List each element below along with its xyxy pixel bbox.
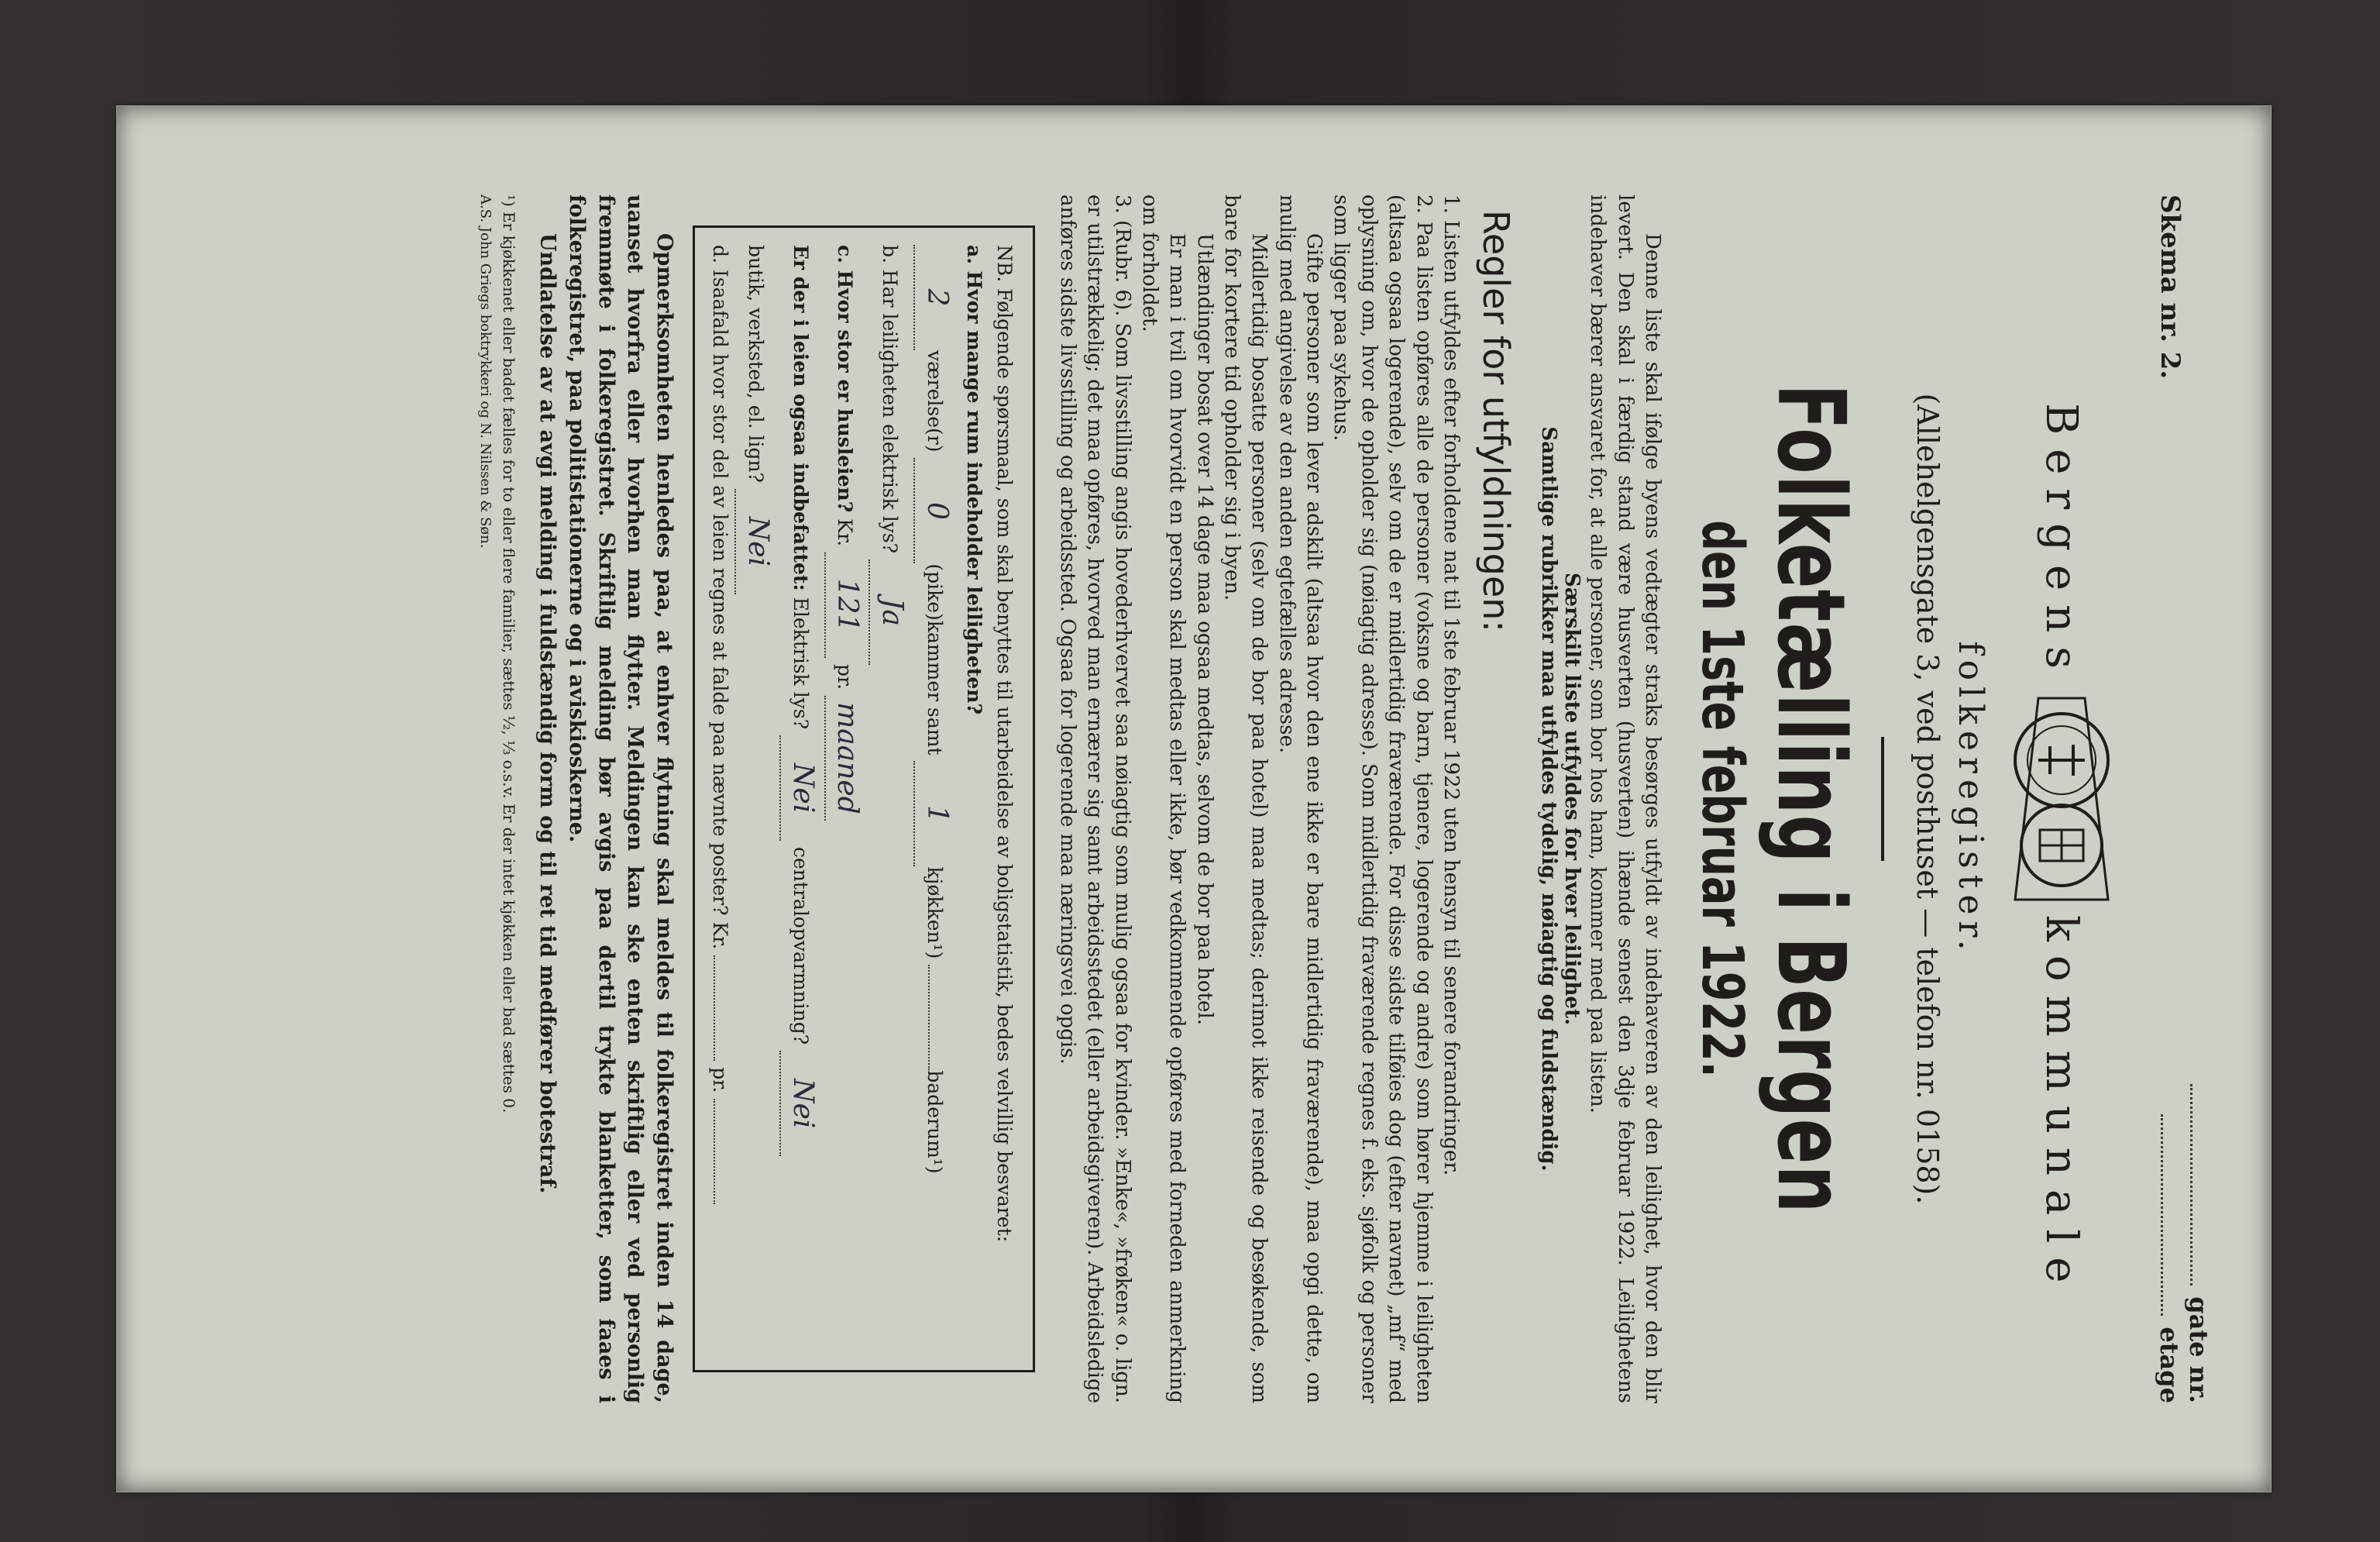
municipality-right: kommunale [2036, 915, 2087, 1297]
included-electric-field[interactable]: Nei [779, 735, 824, 841]
moving-notice [532, 194, 679, 1403]
address-fields [2155, 1084, 2213, 1403]
question-c-shop-row [734, 245, 779, 1353]
rooms-field[interactable]: 2 [913, 245, 958, 350]
penalty-notice-text: Undlatelse av at avgi melding i fuldstændig form og til ret tid medfører botestraf. [535, 233, 560, 1194]
form-title: Folketælling i Bergen [1756, 384, 1864, 1214]
bergen-crest-icon [1984, 683, 2139, 915]
question-d-label: d. Isaafald hvor stor del av leien regnes at falde paa nævnte poster? [709, 245, 732, 916]
folkeregister-label: folkeregister. [1951, 641, 1990, 957]
municipality-left: Bergens [2036, 403, 2087, 683]
rules-heading: Regler for utfyldningen: [1474, 210, 1517, 632]
rent-kr-label: Kr. [834, 518, 857, 547]
included-label: Er der i leien ogsaa indbefattet: [789, 245, 812, 591]
rule-item: 3. (Rubr. 6). Som livsstilling angis hovederhvervet saa nøiagtig som mulig ogsaa for kvinder. »Enke«, »frøken« o. lign. er utilstrækkelig; det maa opføres, hvorved man ernærer sig samt arbeidsstedet (eller arbeidsgiveren). Arbeidsledige anføres sidste livsstilling og arbeidssted. Ogsaa for logerende maa næringsvei opgis. [1055, 194, 1134, 1403]
question-a-label: a. Hvor mange rum indeholder leiligheten? [962, 245, 985, 715]
all-fields-note: Samtlige rubrikker maa utfyldes tydelig, nøiagtig og fuldstændig. [1536, 426, 1560, 1172]
form-header [1984, 194, 2139, 1403]
kitchen-field[interactable]: 1 [913, 761, 958, 866]
printer-credit: A.S. John Griegs boktrykkeri og N. Nilssen & Søn. [477, 194, 494, 549]
nb-intro: NB. Følgende spørsmaal, som skal benyttes til utarbeidelse av boligstatistik, bedes velvillig besvaret: [992, 245, 1016, 1243]
rule-item: Utlændinger bosat over 14 dage maa ogsaa medtas, selvom de bor paa hotel. [1192, 233, 1216, 1025]
street-label: gate nr. [2184, 1296, 2213, 1403]
share-period-field[interactable] [714, 1099, 715, 1204]
rules-list [1054, 194, 1464, 1403]
included-electric-label: Elektrisk lys? [789, 597, 812, 730]
kitchen-label: kjøkken¹) [923, 866, 947, 959]
rule-item: 1. Listen utfyldes efter forholdene nat til 1ste februar 1922 uten hensyn til senere forandringer. [1439, 194, 1463, 1176]
moving-notice-text: Opmerksomheten henledes paa, at enhver flytning skal meldes til folkeregistret inden 14 dage, uanset hvorfra eller hvorhen man flytter. Meldingen kan ske enten skriftlig eller ved personlig fremmøte i folkeregistret. Skriftlig melding bør avgis paa dertil trykte blanketter, som faaes i folkeregistret, paa politistationerne og i aviskioskerne. [564, 194, 677, 1403]
share-per-label: pr. [709, 1067, 732, 1093]
rent-period-field[interactable]: maaned [824, 696, 869, 821]
share-amount-field[interactable] [714, 955, 715, 1061]
question-b-label: b. Har leiligheten elektrisk lys? [879, 245, 902, 554]
rule-item: Gifte personer som lever adskilt (altsaa hvor den ene ikke er bare midlertidig fraværende), maa opgi dette, om mulig med angivelse av den anden egtefælles adresse. [1274, 194, 1326, 1403]
maid-room-field[interactable]: 0 [913, 458, 958, 563]
separate-list-note: Særskilt liste utfyldes for hver leilighet. [1560, 572, 1584, 1026]
maid-room-label: (pike)kammer samt [923, 563, 947, 756]
rooms-label: værelse(r) [923, 350, 947, 453]
header-rule [1881, 737, 1884, 861]
housing-questions-box [693, 225, 1034, 1372]
question-c-included-row [779, 245, 824, 1353]
electric-light-field[interactable]: Ja [868, 559, 913, 665]
question-d-row [704, 245, 734, 1353]
rule-item: Midlertidig bosatte personer (selv om de bor paa hotel) maa medtas; derimot ikke reisende og besøkende, som bare for kortere tid opholder sig i byen. [1220, 194, 1271, 1403]
shop-label: butik, verksted, el. lign? [744, 245, 767, 483]
form-top-row [2155, 194, 2213, 1403]
rule-item: Er man i tvil om hvorvidt en person skal medtas eller ikke, bør vedkommende opføres med forneden anmerkning om forholdet. [1137, 194, 1189, 1403]
floor-dotted-line [2161, 1114, 2163, 1316]
office-address: (Allehelgensgate 3, ved posthuset — telefon nr. 0158). [1911, 393, 1945, 1205]
census-form-paper [116, 105, 2272, 1492]
bathroom-label: baderum¹) [923, 1070, 947, 1174]
share-kr-label: Kr. [709, 921, 732, 950]
rent-per-label: pr. [834, 664, 857, 690]
central-heating-label: centralopvarmning? [789, 847, 812, 1045]
question-a-row [913, 245, 958, 1353]
question-c-label: c. Hvor stor er husleien? [834, 245, 857, 513]
footnote: ¹) Er kjøkkenet eller badet fælles for to eller flere familier, sættes ½, ⅓ o.s.v. Er der intet kjøkken eller bad sættes 0. [500, 194, 519, 1113]
floor-label: etage [2155, 1327, 2184, 1403]
intro-text: Denne liste skal ifølge byens vedtægter straks besørges utfyldt av indehaveren av den leilighet, hvor den blir levert. Den skal i færdig stand være husverten (husverten) ihænde senest den 3dje februar 1922. Leilighetens indehaver bærer ansvaret for, at alle personer, som bor hos ham, kommer med paa listen. [1586, 194, 1664, 1403]
form-content-rotated [132, 125, 2255, 1473]
question-c-row [824, 245, 869, 1353]
rule-item: 2. Paa listen opføres alle de personer (voksne og barn, tjenere, logerende og andre) som hører hjemme i leiligheten (altsaa ogsaa logerende), selv om de er midlertidig fraværende. For disse sidste tilføies dog (efter navnet) „mf“ med oplysning om, hvor de opholder sig (nøiagtig adresse). Som midlertidig fraværende regnes f. eks. sjøfolk og personer som ligger paa sykehus. [1329, 194, 1436, 1403]
form-date: den 1ste februar 1922. [1689, 520, 1756, 1078]
shop-field[interactable]: Nei [734, 489, 779, 594]
central-heating-field[interactable]: Nei [779, 1051, 824, 1156]
schema-number: Skema nr. 2. [2155, 194, 2186, 380]
rent-amount-field[interactable]: 121 [824, 552, 869, 658]
question-b-row [868, 245, 913, 1353]
bathroom-field[interactable] [928, 965, 930, 1070]
street-dotted-line [2190, 1084, 2193, 1286]
